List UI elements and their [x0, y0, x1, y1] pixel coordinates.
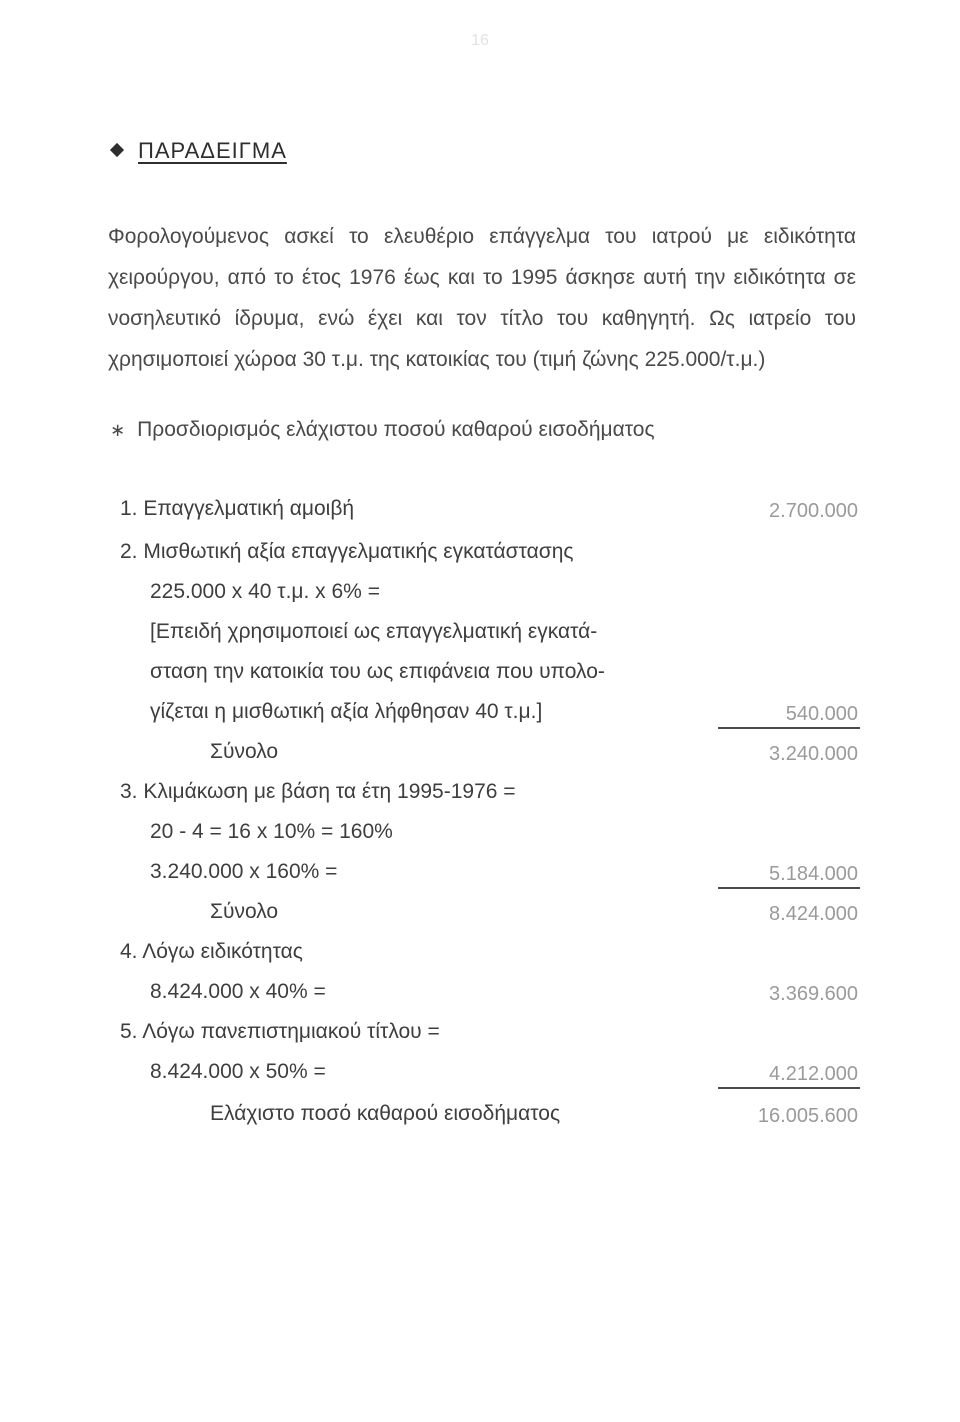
final-total-value: 16.005.600 — [757, 1105, 858, 1127]
item-3-calculation-1: 20 - 4 = 16 x 10% = 160% — [150, 820, 393, 843]
page-number: 16 — [471, 32, 489, 49]
item-2-note-line-3: γίζεται η μισθωτική αξία λήφθησαν 40 τ.μ.] — [150, 700, 543, 723]
item-5-value: 4.212.000 — [769, 1063, 858, 1085]
item-5-label: 5. Λόγω πανεπιστημιακού τίτλου = — [120, 1020, 440, 1043]
section-heading — [112, 138, 287, 164]
item-4-label: 4. Λόγω ειδικότητας — [120, 940, 303, 963]
subheading-text: Προσδιορισμός ελάχιστου ποσού καθαρού εισοδήματος — [137, 418, 655, 441]
subtotal-rule — [718, 1087, 860, 1089]
asterisk-icon: ∗ — [110, 420, 126, 440]
diamond-bullet-icon — [110, 143, 124, 157]
total-1-value: 3.240.000 — [769, 743, 858, 765]
item-5-calculation: 8.424.000 x 50% = — [150, 1060, 326, 1083]
subtotal-rule — [718, 887, 860, 889]
total-2-value: 8.424.000 — [769, 903, 858, 925]
item-1-value: 2.700.000 — [769, 500, 858, 522]
item-3-value: 5.184.000 — [769, 863, 858, 885]
item-3-calculation-2: 3.240.000 x 160% = — [150, 860, 338, 883]
item-4-value: 3.369.600 — [769, 983, 858, 1005]
item-2-note-line-2: σταση την κατοικία του ως επιφάνεια που υπολο- — [150, 660, 605, 683]
subheading — [110, 418, 655, 442]
item-2-calculation: 225.000 x 40 τ.μ. x 6% = — [150, 580, 380, 603]
heading-title: ΠΑΡΑΔΕΙΓΜΑ — [138, 138, 287, 163]
item-4-calculation: 8.424.000 x 40% = — [150, 980, 326, 1003]
final-total-label: Ελάχιστο ποσό καθαρού εισοδήματος — [210, 1102, 561, 1125]
item-2-label: 2. Μισθωτική αξία επαγγελματικής εγκατάστασης — [120, 540, 574, 563]
item-3-label: 3. Κλιμάκωση με βάση τα έτη 1995-1976 = — [120, 780, 516, 803]
item-2-value: 540.000 — [785, 703, 858, 725]
total-2-label: Σύνολο — [210, 900, 279, 923]
item-1-label: 1. Επαγγελματική αμοιβή — [120, 497, 355, 520]
intro-paragraph: Φορολογούμενος ασκεί το ελευθέριο επάγγελμα του ιατρού με ειδικότητα χειρούργου, από το έτος 1976 έως και το 1995 άσκησε αυτή την ειδικότητα σε νοσηλευτικό ίδρυμα, ενώ έχει και τον τίτλο του καθηγητή. Ως ιατρείο του χρησιμοποιεί χώροα 30 τ.μ. της κατοικίας του (τιμή ζώνης 225.000/τ.μ.) — [108, 225, 856, 371]
total-1-label: Σύνολο — [210, 740, 279, 763]
subtotal-rule — [718, 727, 860, 729]
item-2-note-line-1: [Επειδή χρησιμοποιεί ως επαγγελματική εγκατά- — [150, 620, 598, 643]
